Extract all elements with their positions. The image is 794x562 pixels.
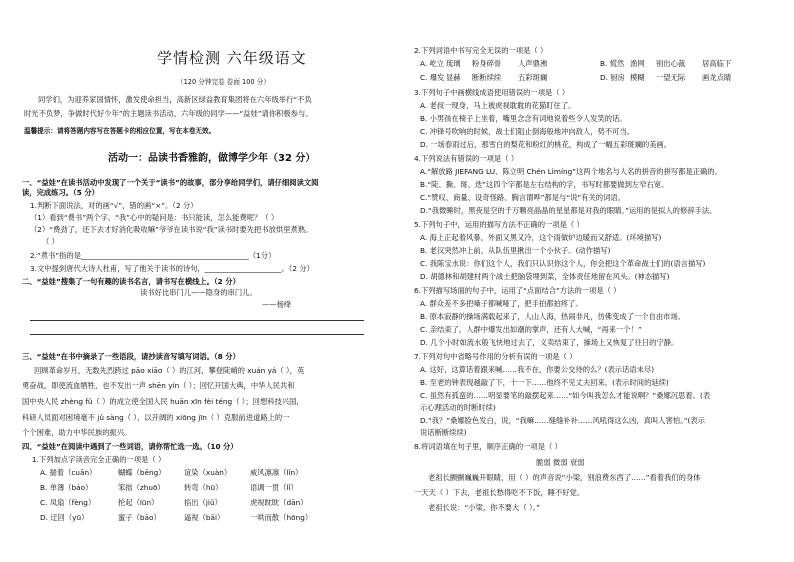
q2-row-1 (420, 59, 742, 69)
intro-line-2: 时光不负梦，争做时代好少年”的主题读书活动，六年级的同学——“益娃”请你积极参与。 (24, 109, 313, 118)
option-cell: B. 单薄（báo） (40, 483, 93, 492)
q4-a: A.“解放路 JIEFANG LU、陈立明 Chén Lìmíng”这两个地名与人名的拼音的拼写都是正确的。 (420, 167, 722, 176)
s1-q2: 2.“煮书”指的是______________________________________________（1分） (30, 251, 276, 260)
exam-subtitle: （120 分钟完卷 卷面 100 分） (177, 78, 270, 86)
page-title: 学情检测 六年级语文 (157, 49, 307, 67)
q4-b: B.“陡、撕、斑、迭”这四个字都是左右结构的字，书写时都要做到左窄右宽。 (420, 180, 669, 189)
option-cell: 虎视眈眈（dān） (250, 498, 308, 507)
option-cell: 逼视（bāi） (184, 513, 225, 522)
option-row-a (40, 468, 340, 478)
q8: 8.将词语填在句子里，顺序正确的一项是（ ） (414, 442, 562, 451)
option-cell: 一望无际 (656, 73, 686, 82)
option-cell: 谊染（xuàn） (184, 468, 232, 477)
section2-heading: 二、“益娃”搜集了一句有趣的读书名言，请书写在横线上。（2 分） (22, 277, 240, 286)
s3-line-2: 勇奋战，即使流血牺牲，也不发出一声 shēn yín（ ）；回忆开国大典，中华人民共和 (22, 381, 295, 390)
option-cell: 渔网 (630, 59, 645, 68)
option-row-c (40, 498, 340, 508)
q8-para-1: 老祖长颤颤巍巍开眼睛，用（ ）的声音说“小梁，别浪费东西了……”看着我们的身体 (428, 473, 701, 482)
option-cell: 蜜子（bāo） (118, 513, 161, 522)
q8-para-3: 老祖长说：“小梁，你不要大（ ）。” (428, 503, 541, 512)
section1-heading-2: 读，完成练习。（5 分） (22, 188, 99, 197)
q3: 3.下列句子中画横线成语使用错误的一项是（ ） (414, 88, 570, 97)
q3-d: D. 一场春雨过后，那雪白的梨花和粉红的桃花，构成了一幅五彩斑斓的美画。 (420, 140, 672, 149)
s1-q1: 1.判断下面说法，对的画“√”，错的画“×”。（2 分） (30, 201, 198, 210)
q7-c: C. 虽然有孤蛮的……明显要笔的敲摆起来……“如今叫我怎么才能说啊？”桑娜沉思着。(表 (420, 391, 711, 400)
s3-line-1: 回顾革命岁月，无数先烈跨过 pāo xiāo（ ）的江河，攀登陡峭的 xuán yá（ ），英 (34, 366, 305, 375)
q5: 5.下列句子中，运用的描写方法不正确的一项是（ ） (414, 220, 584, 229)
section4-heading: 四、“益娃”在阅读中遇到了一些词语，请你帮忙选一选。（10 分） (22, 442, 238, 451)
q6-d: D. 几个小时如流水般飞快地过去了，义卖结束了，操场上又恢复了往日的宁静。 (420, 338, 679, 347)
s3-line-5: 个个困难，助力中华民族的振兴。 (22, 428, 132, 437)
section3-heading: 三、“益娃”在书中摘录了一些语段，请抄读音写填写词语。（8 分） (22, 352, 240, 361)
option-cell: 蝴蝶（bēng） (118, 468, 166, 477)
option-cell: 五彩斑斓 (518, 73, 548, 82)
q3-b: B. 小男孩在椅子上坐着，嘴里念念有词地说着些令人发笑的话。 (420, 114, 627, 123)
q3-a: A. 老叔一现身，马上被虎视耽耽的花猫盯住了。 (420, 101, 576, 110)
option-cell: 一哄而散（hōng） (250, 513, 313, 522)
s3-line-4: 科研人员面对困境毫不 jǔ sàng（ ），以开阔的 xiōng jīn（ ）克服前进道路上的一 (22, 413, 290, 422)
section1-heading: 一、“益娃”在读书活动中发现了一个关于“读书”的故事，部分享给同学们，请仔细阅读文阅 (22, 178, 319, 187)
option-cell: 掐出（jiǔ） (184, 498, 222, 507)
option-cell: A. 屹立 (420, 59, 445, 68)
option-cell: C. 爆发 (420, 73, 445, 82)
q7-d: D.“我？”桑娜脸色发白，说，“我嘛……缝缝补补……风吼得这么凶，真叫人害怕。”(表示 (420, 416, 705, 425)
intro-line-1: 同学们，为迎养家国情怀，激发使命担当，高新区绿益教育集团将在六年级举行“不负 (38, 95, 312, 104)
writing-line-2[interactable] (30, 334, 364, 335)
q7-c-cont: 示心理活动的时断时续) (420, 403, 496, 412)
q8-word-bank: 脆弱 微弱 衰弱 (536, 458, 585, 467)
q6-c: C. 亲结束了，人群中爆发出如潮的掌声，还有人大喊，“再来一个！” (420, 325, 642, 334)
option-cell: 居高临下 (702, 59, 732, 68)
q4-c: C.“赞叹、商量、设奇怪路、胸言谓哗”都是与“说”有关的词语。 (420, 193, 625, 202)
q5-d: D. 胡德林和胡建村两个战士把脑袋埋到菜，全体责任地留在风头。(神态描写) (420, 272, 670, 281)
quote-text: 读书好比串门儿——隐身的串门儿。 (140, 288, 257, 297)
q5-c: C. 我陈宝水说：你们这个人，我们只认识你这个人，你会把这个革命战士们的(语言描写) (420, 259, 706, 268)
option-cell: 模糊 (630, 73, 645, 82)
option-row-b (40, 483, 340, 493)
option-cell: 人声鼎沸 (518, 59, 548, 68)
option-cell: 笨拙（zhuō） (118, 483, 165, 492)
option-cell: 画龙点睛 (702, 73, 732, 82)
s1-q1a: （1）看到“费书”两个字，“我”心中的疑问是：书只能读，怎么能费呢？（ ） (30, 213, 279, 222)
option-cell: 抡起（lūn） (118, 498, 159, 507)
option-cell: 转弯（hū） (184, 483, 223, 492)
q6: 6.下列描写场面的句子中，运用了“点面结合”方法的一项是（ ） (414, 286, 621, 295)
q6-a: A. 群众差不多把嗓子都喊哑了，把手拍都拍疼了。 (420, 299, 583, 308)
q4-d: D.“我微睡时，黑夜是空的千万颗亮晶晶的星星都是对我的眼睛。”运用的是拟人的修辞手法。 (420, 206, 717, 215)
option-cell: 粉身碎骨 (472, 59, 502, 68)
option-cell: 语调一贯（lǐ） (250, 483, 298, 492)
option-cell: 别出心裁 (656, 59, 686, 68)
q6-b: B. 原本寂静的操场满载起来了，人山人海，热闹非凡，仿佛变成了一个自由市场。 (420, 312, 686, 321)
option-cell: B. 慌然 (600, 59, 625, 68)
q5-a: A. 海上正起着风暴，外面又黑又冷，这个雨做炉边暖而又舒适。(环境描写) (420, 233, 662, 242)
q7: 7.下列对句中省略号作用的分析有误的一项是（ ） (414, 352, 577, 361)
option-row-d (40, 513, 340, 523)
s1-q1b: （2）“费劲了，还下去才好消化吸收嘛”爷爷在读书说“我”读书时要先把书放烘里煮熟。 (30, 225, 313, 234)
option-cell: C. 凤扇（fèng） (40, 498, 96, 507)
q4: 4.下列说法有错误的一项是（ ） (414, 154, 519, 163)
q2: 2.下列词语中书写完全无误的一项是（ ） (414, 46, 548, 55)
option-cell: A. 揣着（cuān） (40, 468, 97, 477)
option-cell: D. 厨房 (600, 73, 625, 82)
option-cell: 断断续续 (472, 73, 502, 82)
q8-para-2: 一天天（ ）下去，老祖长愁得吃不下饭，睡不好觉。 (414, 488, 585, 497)
option-cell: D. 迂回（yū） (40, 513, 89, 522)
s3-line-3: 国中央人民 zhèng fǔ（ ）的成立使全国人民 huān xīn fèi téng（ ）；回想科技兴国， (22, 397, 304, 406)
activity-heading: 活动一：品读书香雅韵，做博学少年（32 分） (108, 153, 316, 164)
option-cell: 显赫 (446, 73, 461, 82)
s1-q1b-blank: （ ） (42, 237, 59, 246)
q5-b: B. 老汉突然冲上前，从队伍里揪出一个小伙子。(动作描写) (420, 246, 611, 255)
s4-q1: 1.下列加点字读音完全正确的一项是（ ） (32, 455, 166, 464)
q3-c: C. 冲锋号吹响的时候，战士们阻止倒海般地冲向敌人，势不可当。 (420, 127, 635, 136)
notice: 温馨提示：请将答题内容写在答题卡的相应位置，写在本卷无效。 (24, 127, 216, 135)
q7-a: A. 这好，这算话着跟来喊……我不在，你要公交待的么？(表示话语未尽) (420, 365, 655, 374)
option-cell: 威风凛凛（lǐn） (250, 468, 303, 477)
q7-b: B. 至老的钟表现越敲了下，十一下……他终不见丈夫回来。(表示时间的延续) (420, 378, 669, 387)
quote-author: ——杨绛 (262, 300, 292, 309)
s1-q3: 3.文中提到唐代大诗人杜甫，写了他关于读书的诗句，_____________________。（2 分） (30, 264, 314, 273)
option-cell: 琉璃 (446, 59, 461, 68)
writing-line-1[interactable] (30, 320, 364, 321)
q7-d-cont: 说话断断续续) (420, 428, 467, 437)
q2-row-2 (420, 73, 742, 83)
